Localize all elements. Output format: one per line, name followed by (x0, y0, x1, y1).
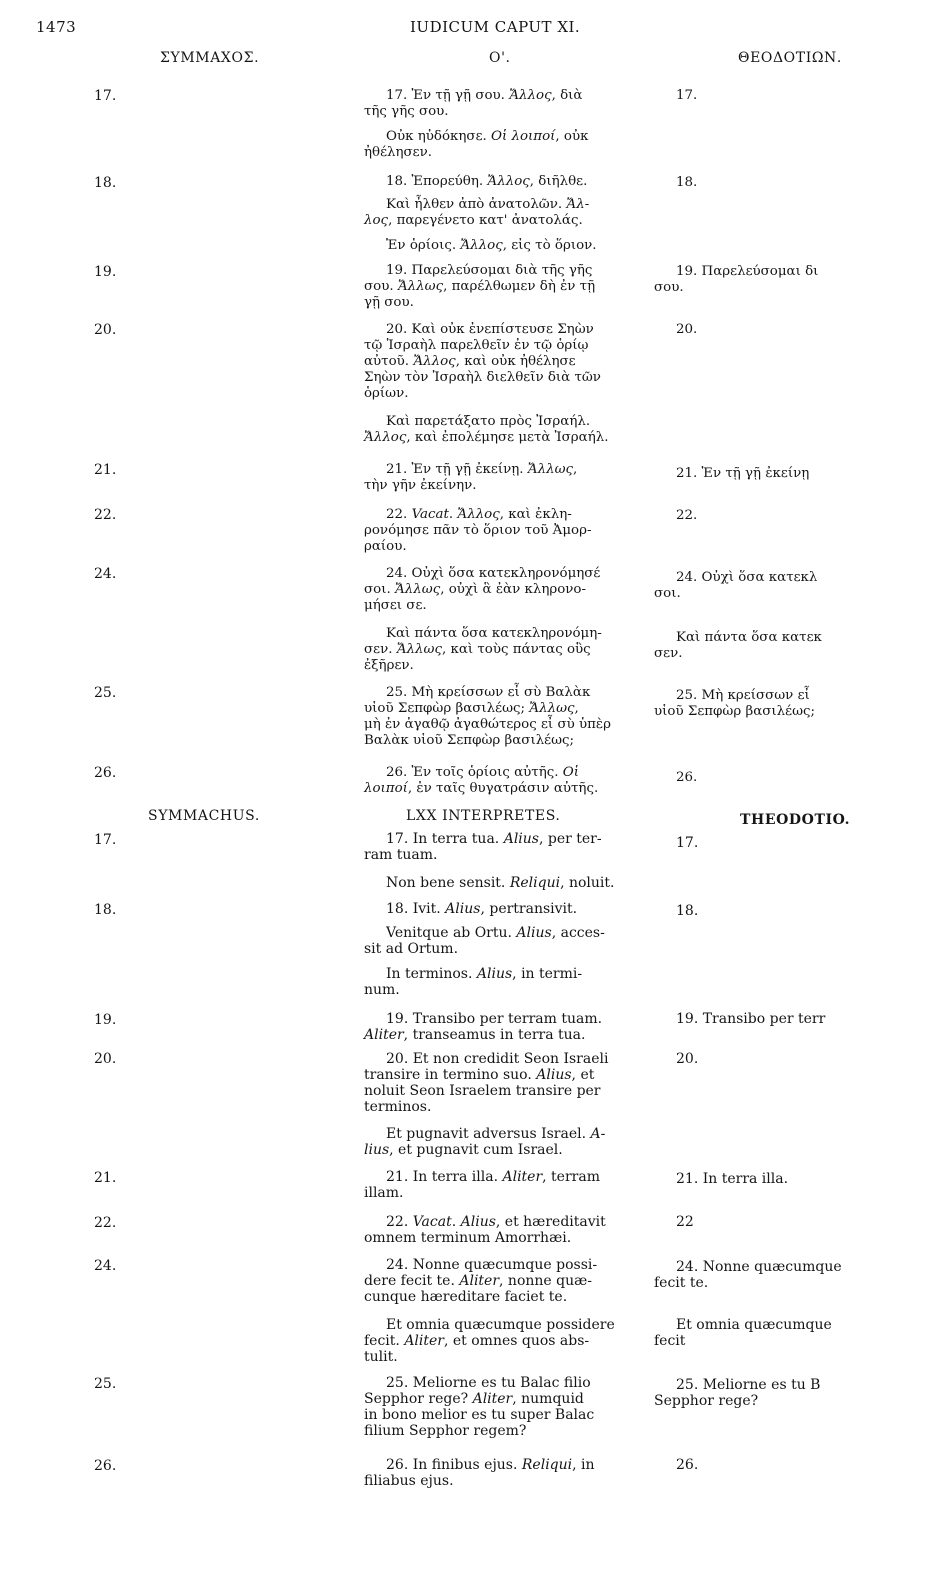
latin-header-theodotion: THEODOTIO. (740, 812, 851, 828)
text-line: τῆς γῆς σου. (364, 104, 449, 119)
text-line: noluit Seon Israelem transire per (364, 1083, 601, 1099)
text-line: ὁρίων. (364, 386, 409, 401)
text-line: Et pugnavit adversus Israel. A- (386, 1126, 606, 1142)
text-line: terminos. (364, 1099, 432, 1115)
text-line: cunque hæreditare faciet te. (364, 1289, 568, 1305)
text-line: 24. Nonne quæcumque possi- (386, 1257, 598, 1273)
text-line: σεν. (654, 646, 683, 661)
text-line: Et omnia quæcumque (676, 1317, 832, 1333)
greek-header-theodotion: ΘΕΟΔΟΤΙΩΝ. (738, 50, 842, 66)
text-line: 19. Παρελεύσομαι διὰ τῆς γῆς (386, 263, 593, 278)
greek-header-septuagint: Ο'. (489, 50, 511, 66)
text-line: Καὶ παρετάξατο πρὸς Ἰσραήλ. (386, 414, 591, 429)
text-line: dere fecit te. Aliter, nonne quæ- (364, 1273, 593, 1289)
text-line: 19. Transibo per terr (676, 1011, 826, 1027)
text-line: 22. Vacat. Alius, et hæreditavit (386, 1214, 606, 1230)
text-line: σοι. Ἄλλως, οὐχὶ ἃ ἐὰν κληρονο- (364, 582, 587, 597)
verse-number: 25. (94, 1376, 117, 1392)
text-line: 25. Meliorne es tu B (676, 1377, 821, 1393)
text-line: σου. (654, 280, 684, 295)
text-line: 22 (676, 1214, 694, 1230)
text-line: τῷ Ἰσραὴλ παρελθεῖν ἐν τῷ ὁρίῳ (364, 338, 589, 353)
text-line: filium Sepphor regem? (364, 1423, 527, 1439)
text-line: Βαλὰκ υἱοῦ Σεπφὼρ βασιλέως; (364, 733, 575, 748)
text-line: σου. Ἄλλως, παρέλθωμεν δὴ ἐν τῇ (364, 279, 596, 294)
text-line: 25. Meliorne es tu Balac filio (386, 1375, 591, 1391)
text-line: Et omnia quæcumque possidere (386, 1317, 615, 1333)
verse-number: 21. (94, 1170, 117, 1186)
text-line: 18. (676, 175, 698, 190)
text-line: 25. Μὴ κρείσσων εἶ (676, 688, 810, 703)
text-line: 22. (676, 508, 698, 523)
text-line: 20. (676, 322, 698, 337)
text-line: 18. Ἐπορεύθη. Ἄλλος, διῆλθε. (386, 174, 588, 189)
text-line: Sepphor rege? Aliter, numquid (364, 1391, 584, 1407)
text-line: num. (364, 982, 400, 998)
text-line: illam. (364, 1185, 404, 1201)
text-line: 24. Οὐχὶ ὅσα κατεκληρονόμησέ (386, 566, 601, 581)
text-line: αὐτοῦ. Ἄλλος, καὶ οὐκ ἠθέλησε (364, 354, 576, 369)
page-title: IUDICUM CAPUT XI. (410, 18, 581, 36)
text-line: Aliter, transeamus in terra tua. (364, 1027, 586, 1043)
verse-number: 17. (94, 88, 117, 104)
text-line: Venitque ab Ortu. Alius, acces- (386, 925, 605, 941)
text-line: μὴ ἐν ἀγαθῷ ἀγαθώτερος εἶ σὺ ὑπὲρ (364, 717, 611, 732)
text-line: 19. Παρελεύσομαι δι (676, 264, 819, 279)
verse-number: 24. (94, 1258, 117, 1274)
text-line: 17. In terra tua. Alius, per ter- (386, 831, 602, 847)
text-line: 21. In terra illa. (676, 1171, 789, 1187)
text-line: 24. Nonne quæcumque (676, 1259, 842, 1275)
verse-number: 19. (94, 264, 117, 280)
text-line: 25. Μὴ κρείσσων εἶ σὺ Βαλὰκ (386, 685, 591, 700)
text-line: sit ad Ortum. (364, 941, 459, 957)
verse-number: 22. (94, 507, 117, 523)
text-line: υἱοῦ Σεπφὼρ βασιλέως; (654, 704, 816, 719)
text-line: σεν. Ἄλλως, καὶ τοὺς πάντας οὓς (364, 642, 591, 657)
text-line: λος, παρεγένετο κατ' ἀνατολάς. (364, 213, 583, 228)
text-line: 17. Ἐν τῇ γῇ σου. Ἄλλος, διὰ (386, 88, 583, 103)
text-line: fecit te. (654, 1275, 709, 1291)
text-line: 20. Καὶ οὐκ ἐνεπίστευσε Σηὼν (386, 322, 594, 337)
text-line: 22. Vacat. Ἄλλος, καὶ ἐκλη- (386, 507, 572, 522)
text-line: 18. Ivit. Alius, pertransivit. (386, 901, 578, 917)
verse-number: 25. (94, 685, 117, 701)
text-line: 17. (676, 835, 699, 851)
text-line: υἱοῦ Σεπφὼρ βασιλέως; Ἄλλως, (364, 701, 579, 716)
verse-number: 20. (94, 322, 117, 338)
text-line: 18. (676, 903, 699, 919)
verse-number: 18. (94, 902, 117, 918)
verse-number: 22. (94, 1215, 117, 1231)
text-line: Καὶ πάντα ὅσα κατεκ (676, 630, 822, 645)
text-line: 21. Ἐν τῇ γῇ ἐκείνῃ. Ἄλλως, (386, 462, 578, 477)
text-line: Οὐκ ηὐδόκησε. Οἱ λοιποί, οὐκ (386, 129, 589, 144)
text-line: 26. Ἐν τοῖς ὁρίοις αὐτῆς. Οἱ (386, 765, 579, 780)
latin-header-symmachus: SYMMACHUS. (148, 808, 260, 824)
text-line: 20. Et non credidit Seon Israeli (386, 1051, 609, 1067)
verse-number: 19. (94, 1012, 117, 1028)
text-line: Καὶ πάντα ὅσα κατεκληρονόμη- (386, 626, 602, 641)
text-line: 26. (676, 1457, 699, 1473)
text-line: 19. Transibo per terram tuam. (386, 1011, 603, 1027)
text-line: in bono melior es tu super Balac (364, 1407, 595, 1423)
verse-number: 20. (94, 1051, 117, 1067)
text-line: fecit. Aliter, et omnes quos abs- (364, 1333, 590, 1349)
text-line: 26. (676, 770, 698, 785)
page-number: 1473 (36, 18, 77, 36)
text-line: τὴν γῆν ἐκείνην. (364, 478, 477, 493)
greek-header-symmachus: ΣΥΜΜΑΧΟΣ. (160, 50, 260, 66)
text-line: lius, et pugnavit cum Israel. (364, 1142, 563, 1158)
text-line: 17. (676, 88, 698, 103)
verse-number: 26. (94, 1458, 117, 1474)
text-line: ram tuam. (364, 847, 438, 863)
verse-number: 17. (94, 832, 117, 848)
text-line: ρονόμησε πᾶν τὸ ὅριον τοῦ Ἀμορ- (364, 523, 592, 538)
text-line: fecit (654, 1333, 686, 1349)
text-line: Non bene sensit. Reliqui, noluit. (386, 875, 615, 891)
text-line: Ἄλλος, καὶ ἐπολέμησε μετὰ Ἰσραήλ. (364, 430, 609, 445)
text-line: 21. Ἐν τῇ γῇ ἐκείνῃ (676, 466, 810, 481)
text-line: ἠθέλησεν. (364, 145, 433, 160)
text-line: Sepphor rege? (654, 1393, 759, 1409)
verse-number: 18. (94, 175, 117, 191)
text-line: tulit. (364, 1349, 398, 1365)
text-line: filiabus ejus. (364, 1473, 454, 1489)
text-line: 24. Οὐχὶ ὅσα κατεκλ (676, 570, 818, 585)
latin-header-septuagint: LXX INTERPRETES. (406, 808, 561, 824)
text-line: transire in termino suo. Alius, et (364, 1067, 595, 1083)
verse-number: 21. (94, 462, 117, 478)
text-line: σοι. (654, 586, 681, 601)
verse-number: 24. (94, 566, 117, 582)
text-line: 20. (676, 1051, 699, 1067)
verse-number: 26. (94, 765, 117, 781)
text-line: γῇ σου. (364, 295, 414, 310)
text-line: In terminos. Alius, in termi- (386, 966, 583, 982)
text-line: omnem terminum Amorrhæi. (364, 1230, 572, 1246)
text-line: μήσει σε. (364, 598, 427, 613)
text-line: Ἐν ὁρίοις. Ἄλλος, εἰς τὸ ὅριον. (386, 238, 597, 253)
text-line: 21. In terra illa. Aliter, terram (386, 1169, 600, 1185)
text-line: Καὶ ἦλθεν ἀπὸ ἀνατολῶν. Ἄλ- (386, 197, 590, 212)
text-line: Σηὼν τὸν Ἰσραὴλ διελθεῖν διὰ τῶν (364, 370, 601, 385)
text-line: 26. In finibus ejus. Reliqui, in (386, 1457, 595, 1473)
text-line: ραίου. (364, 539, 407, 554)
text-line: ἐξῆρεν. (364, 658, 414, 673)
text-line: λοιποί, ἐν ταῖς θυγατράσιν αὐτῆς. (364, 781, 599, 796)
